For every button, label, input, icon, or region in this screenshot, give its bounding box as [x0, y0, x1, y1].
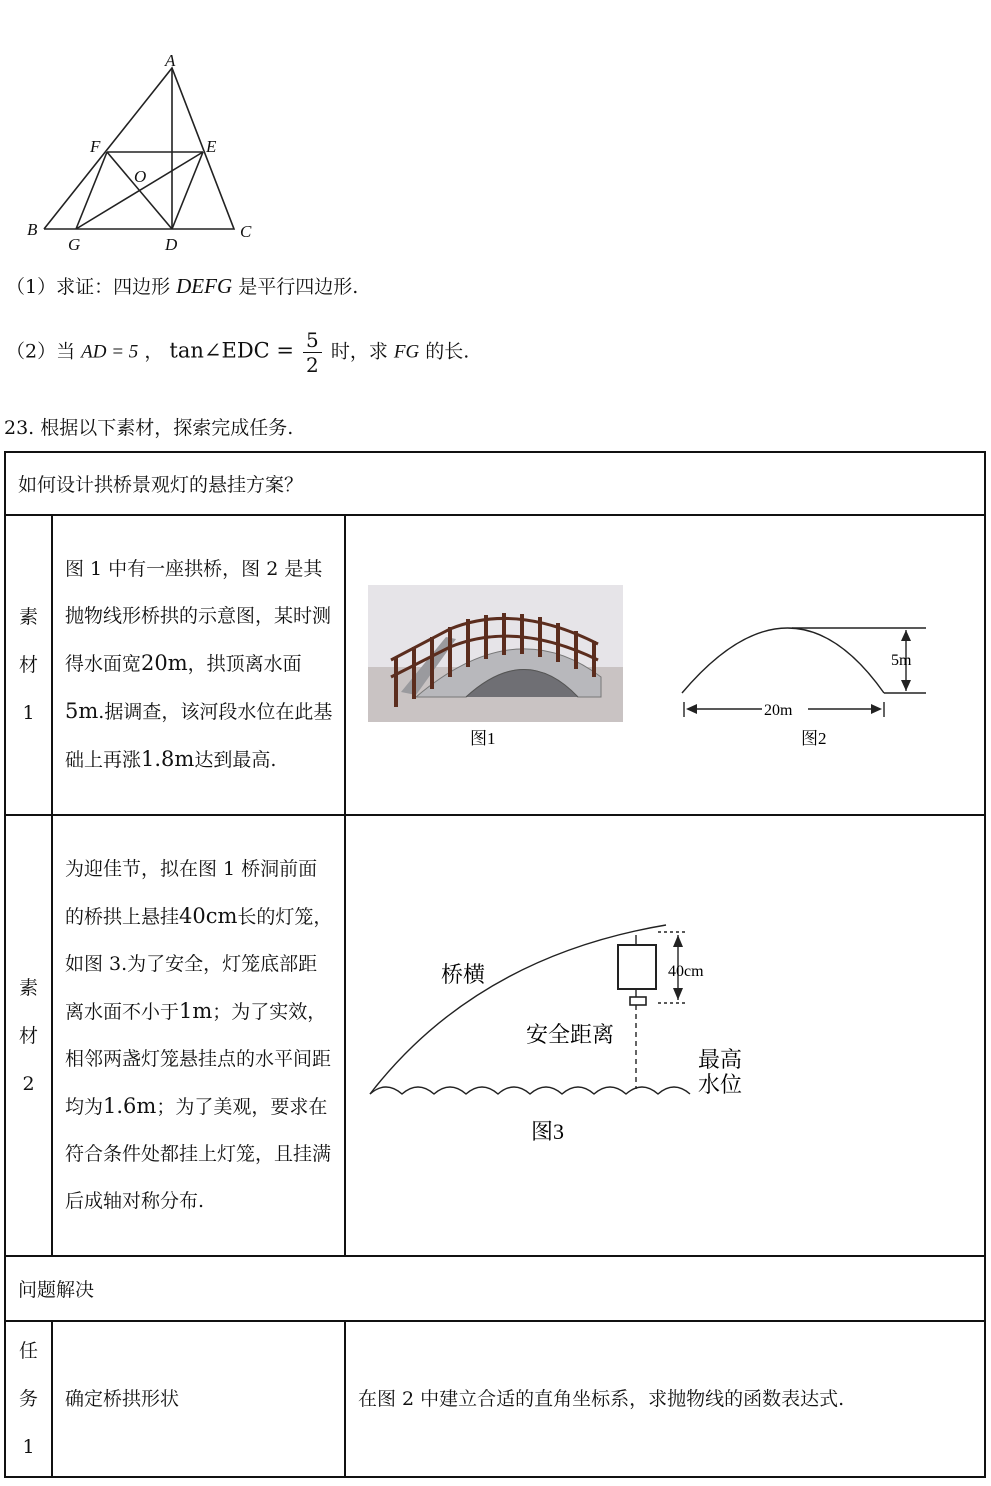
fig3-safe-distance: 安全距离: [526, 1022, 615, 1047]
point-label-b: B: [27, 220, 38, 239]
point-label-c: C: [240, 222, 252, 241]
point-label-a: A: [165, 51, 176, 70]
parabola-diagram: [682, 628, 926, 717]
q22-part2: [6, 328, 469, 377]
material2-figure: [345, 815, 985, 1256]
table-header: 如何设计拱桥景观灯的悬挂方案？: [5, 452, 985, 515]
point-label-f: F: [90, 137, 101, 156]
q22-part2-prefix: （2）当: [6, 340, 76, 363]
task1-name: 确定桥拱形状: [52, 1321, 345, 1477]
point-label-g: G: [68, 235, 81, 254]
solve-header: 问题解决: [5, 1256, 985, 1321]
q22-part1: [6, 272, 358, 299]
material2-text: 为迎佳节，拟在图 1 桥洞前面的桥拱上悬挂40cm长的灯笼，如图 3.为了安全，灯笼底部距离水面不小于1m；为了实效，相邻两盏灯笼悬挂点的水平间距均为1.6m；为了美观，要求在符合条件处都挂上灯笼，且挂满后成轴对称分布.: [52, 815, 345, 1256]
fig3-bridge-label: 桥横: [441, 962, 486, 987]
bridge-photo: [368, 585, 623, 722]
fig3-water-label-2: 水位: [698, 1072, 743, 1097]
task1-content: 在图 2 中建立合适的直角坐标系，求抛物线的函数表达式.: [345, 1321, 985, 1477]
q23-title: 23. 根据以下素材，探索完成任务.: [4, 417, 294, 439]
q22-part2-suffix: 的长.: [425, 340, 470, 363]
fig2-height-label: 5m: [891, 652, 912, 669]
fig3-svg: [346, 817, 986, 1254]
fig2-width-label: 20m: [764, 702, 793, 719]
q22-part2-cond: AD = 5: [81, 341, 139, 363]
q22-part1-prefix: （1）求证：四边形: [6, 276, 171, 298]
q22-part1-shape: DEFG: [176, 274, 233, 298]
fraction-denominator: 2: [306, 353, 319, 377]
material2-label: 素 材 2: [5, 815, 52, 1256]
point-label-e: E: [206, 137, 217, 156]
fig3-water-label-1: 最高: [698, 1047, 743, 1072]
fig3-caption: 图3: [531, 1119, 565, 1144]
fraction: [303, 328, 322, 377]
material1-figure-svg: [346, 517, 986, 813]
q22-part2-mid: 时，求: [330, 340, 388, 363]
material1-label: 素 材 1: [5, 515, 52, 815]
point-label-o: O: [134, 167, 147, 186]
q22-part2-sep: ，: [144, 340, 164, 363]
material1-figures: [345, 515, 985, 815]
fraction-numerator: 5: [303, 328, 322, 353]
water-wave: [370, 1087, 690, 1094]
q22-part1-suffix: 是平行四边形.: [238, 276, 359, 298]
fig3-lantern-label: 40cm: [668, 963, 704, 980]
fig1-caption: 图1: [470, 729, 496, 748]
task1-label: 任 务 1: [5, 1321, 52, 1477]
fig2-caption: 图2: [801, 729, 827, 748]
bridge-arch-line: [370, 925, 666, 1094]
triangle-figure: [20, 45, 260, 260]
point-label-d: D: [165, 235, 178, 254]
material1-text: 图 1 中有一座拱桥，图 2 是其抛物线形桥拱的示意图，某时测得水面宽20m，拱顶离水面5m.据调查，该河段水位在此基础上再涨1.8m达到最高.: [52, 515, 345, 815]
q22-part2-target: FG: [393, 341, 420, 363]
task-table: [4, 451, 986, 1478]
q22-part2-tan: tan∠EDC =: [169, 338, 294, 363]
